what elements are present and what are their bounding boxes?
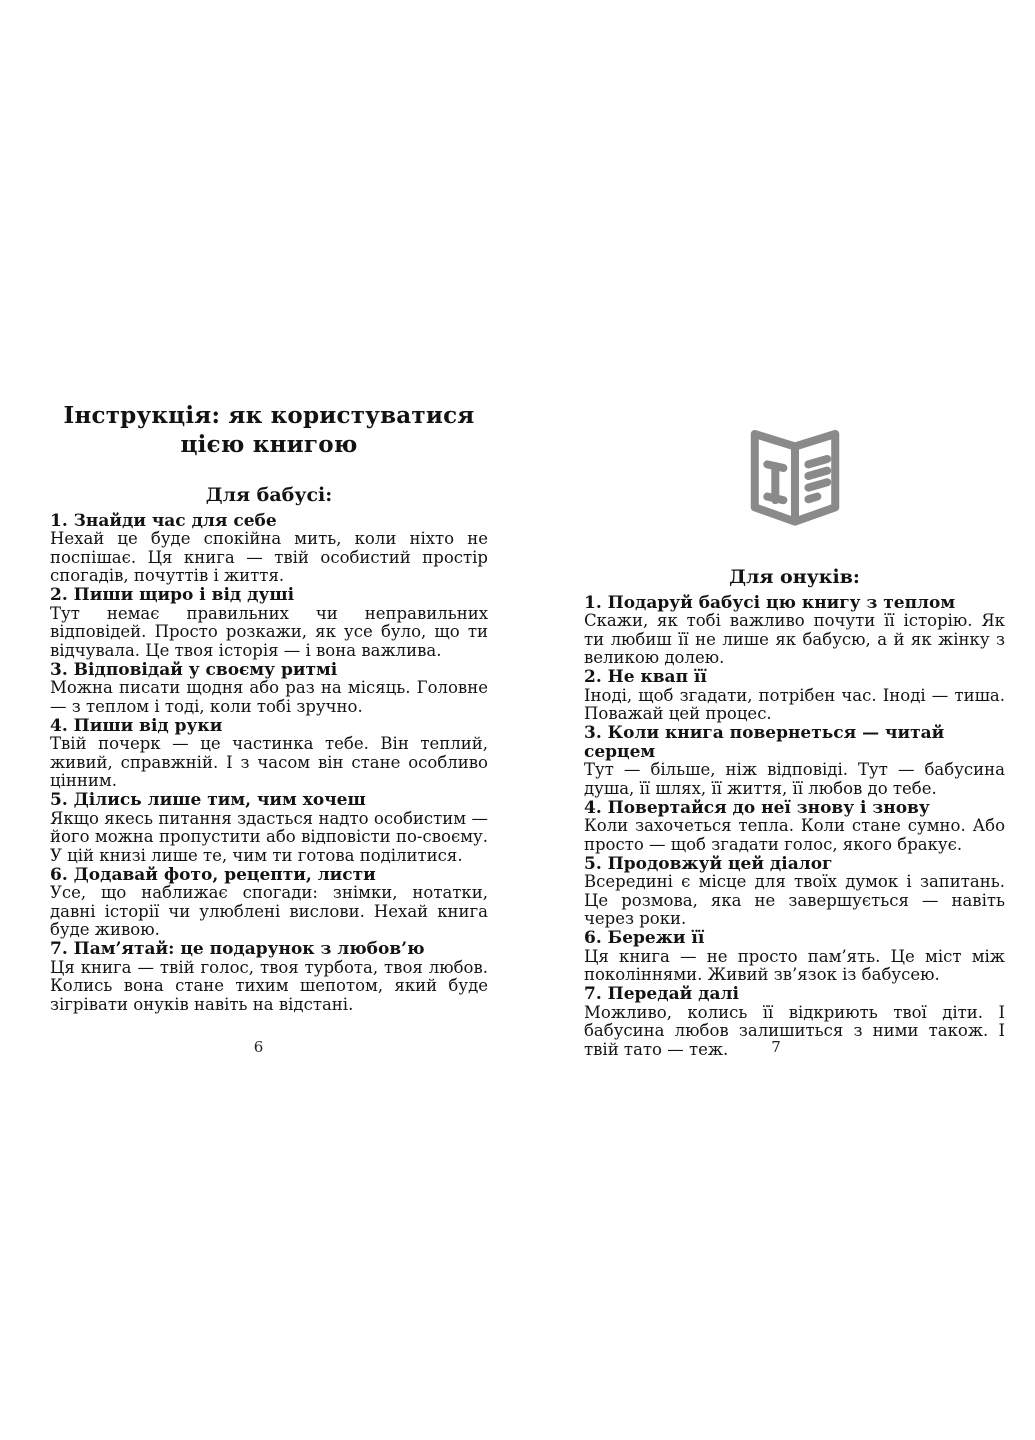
item-body: Ця книга — твій голос, твоя турбота, твоя любов. Колись вона стане тихим шепотом, який буде зігрівати онуків навіть на відстані. xyxy=(50,957,488,1014)
item-heading: 4. Повертайся до неї знову і знову xyxy=(584,797,930,818)
open-book-icon xyxy=(584,421,1005,531)
list-item xyxy=(584,854,1005,929)
item-heading: 7. Передай далі xyxy=(584,984,739,1004)
page-title: Інструкція: як користуватися цією книгою xyxy=(63,402,475,458)
item-heading: 7. Пам’ятай: це подарунок з любов’ю xyxy=(50,939,425,959)
list-item xyxy=(50,586,488,661)
item-heading: 5. Продовжуй цей діалог xyxy=(584,853,833,874)
list-item xyxy=(50,865,488,940)
item-body: Твій почерк — це частинка тебе. Він теплий, живий, справжній. І з часом він стане особливо цінним. xyxy=(50,734,488,790)
item-heading: 2. Пиши щиро і від душі xyxy=(50,585,295,605)
item-heading: 1. Знайди час для себе xyxy=(50,510,277,531)
right-page xyxy=(584,421,1005,1059)
item-heading: 3. Відповідай у своєму ритмі xyxy=(50,659,338,680)
list-item xyxy=(50,940,488,1015)
item-body: Скажи, як тобі важливо почути її історію. Як ти любиш її не лише як бабусю, а й як жінку з великою долею. xyxy=(584,611,1005,667)
list-item xyxy=(50,716,488,791)
section-heading-grandkids: Для онуків: xyxy=(729,566,860,588)
list-item xyxy=(584,593,1005,668)
list-item xyxy=(584,724,1005,799)
item-heading: 2. Не квап її xyxy=(584,667,707,687)
item-heading: 5. Ділись лише тим, чим хочеш xyxy=(50,790,366,810)
item-heading: 1. Подаруй бабусі цю книгу з теплом xyxy=(584,592,956,613)
item-body: Нехай це буде спокійна мить, коли ніхто не поспішає. Ця книга — твій особистий простір спогадів, почуттів і життя. xyxy=(50,529,488,585)
page-number-right: 7 xyxy=(771,1038,781,1056)
list-item xyxy=(584,798,1005,854)
item-body: Якщо якесь питання здасться надто особистим — його можна пропустити або відповісти по-своєму. У цій книзі лише те, чим ти готова поділитися. xyxy=(50,808,488,865)
list-item xyxy=(50,511,488,586)
list-item xyxy=(50,660,488,716)
item-body: Тут немає правильних чи неправильних відповідей. Просто розкажи, як усе було, що ти відчувала. Це твоя історія — і вона важлива. xyxy=(50,603,488,660)
item-heading: 3. Коли книга повернеться — читай серцем xyxy=(584,723,945,762)
item-body: Коли захочеться тепла. Коли стане сумно. Або просто — щоб згадати голос, якого бракує. xyxy=(584,816,1005,854)
list-item xyxy=(584,929,1005,985)
item-body: Ця книга — не просто пам’ять. Це міст між поколіннями. Живий зв’язок із бабусею. xyxy=(584,946,1005,984)
item-body: Можна писати щодня або раз на місяць. Головне — з теплом і тоді, коли тобі зручно. xyxy=(50,678,488,716)
item-body: Іноді, щоб згадати, потрібен час. Іноді — тиша. Поважай цей процес. xyxy=(584,685,1005,723)
item-body: Можливо, колись її відкриють твої діти. І бабусина любов залишиться з ними також. І твій тато — теж. xyxy=(584,1002,1005,1059)
item-body: Усе, що наближає спогади: знімки, нотатки, давні історії чи улюблені вислови. Нехай книга буде живою. xyxy=(50,883,488,939)
item-body: Тут — більше, ніж відповіді. Тут — бабусина душа, її шлях, її життя, її любов до тебе. xyxy=(584,760,1005,798)
item-heading: 4. Пиши від руки xyxy=(50,715,223,736)
item-body: Всередині є місце для твоїх думок і запитань. Це розмова, яка не завершується — навіть через роки. xyxy=(584,872,1005,928)
section-heading-grandma: Для бабусі: xyxy=(205,484,333,506)
item-heading: 6. Додавай фото, рецепти, листи xyxy=(50,864,376,885)
left-page xyxy=(50,401,488,1014)
list-item xyxy=(50,791,488,866)
page-number-left: 6 xyxy=(253,1038,264,1056)
list-item xyxy=(584,668,1005,724)
item-heading: 6. Бережи її xyxy=(584,928,705,948)
